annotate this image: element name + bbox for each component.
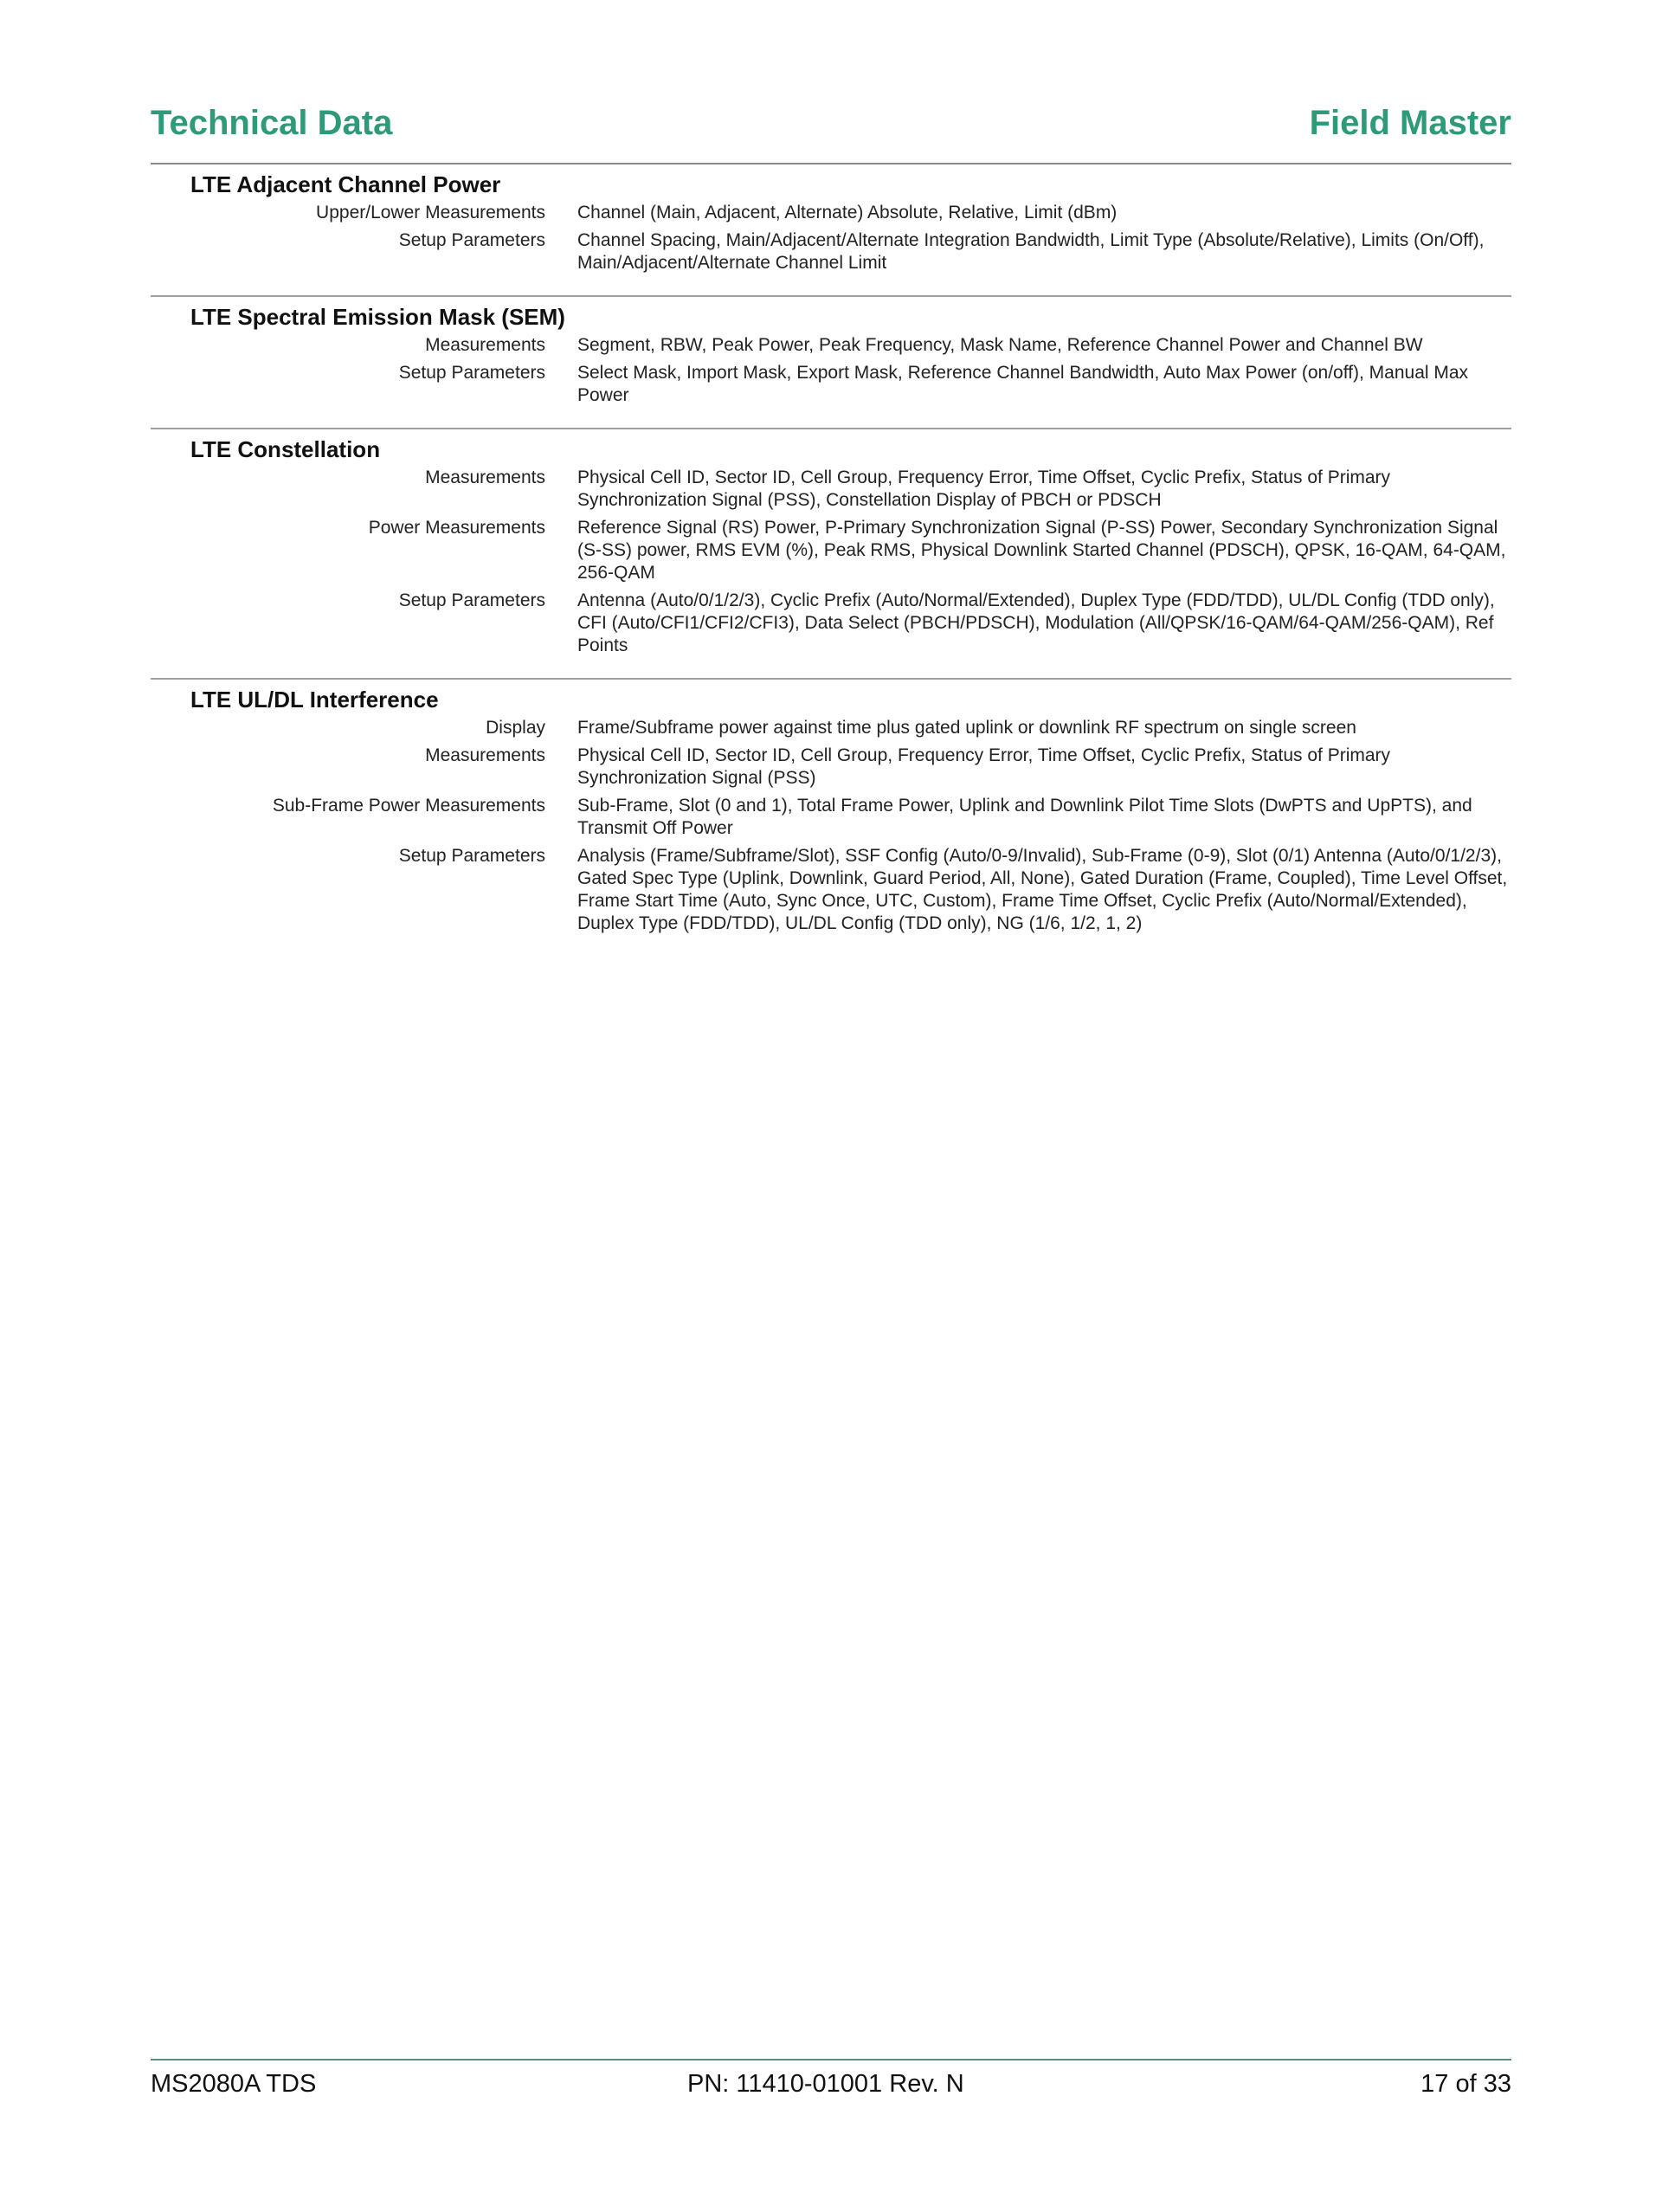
spec-value: Reference Signal (RS) Power, P-Primary Synchronization Signal (P-SS) Power, Secondary Synchronization Signal (S-SS) power, RMS EVM (%), Peak RMS, Physical Downlink Started Channel (PDSCH), QPSK, 16-QAM, 64-QAM, 256-QAM <box>577 518 1506 584</box>
spec-row <box>151 229 1511 274</box>
section-lte-constellation <box>151 429 1511 680</box>
spec-content <box>151 164 1511 956</box>
section-title: LTE Adjacent Channel Power <box>190 171 501 197</box>
spec-value: Channel (Main, Adjacent, Alternate) Absolute, Relative, Limit (dBm) <box>577 203 1118 223</box>
spec-row <box>151 745 1511 790</box>
spec-row <box>151 202 1511 224</box>
part-number: PN: 11410-01001 Rev. N <box>687 2070 964 2098</box>
spec-label: Setup Parameters <box>398 846 545 867</box>
spec-label: Measurements <box>425 745 545 766</box>
spec-row <box>151 362 1511 407</box>
spec-value: Analysis (Frame/Subframe/Slot), SSF Config (Auto/0-9/Invalid), Sub-Frame (0-9), Slot (0/1) Antenna (Auto/0/1/2/3), Gated Spec Type (Uplink, Downlink, Guard Period, All, None), Gated Duration (Frame, Coupled), Time Level Offset, Frame Start Time (Auto, Sync Once, UTC, Custom), Frame Time Offset, Cyclic Prefix (Auto/Normal/Extended), Duplex Type (FDD/TDD), UL/DL Config (TDD only), NG (1/6, 1/2, 1, 2) <box>577 846 1508 934</box>
page-header <box>151 100 1511 164</box>
section-lte-spectral-emission-mask <box>151 297 1511 429</box>
spec-value: Antenna (Auto/0/1/2/3), Cyclic Prefix (Auto/Normal/Extended), Duplex Type (FDD/TDD), UL/DL Config (TDD only), CFI (Auto/CFI1/CFI2/CFI3), Data Select (PBCH/PDSCH), Modulation (All/QPSK/16-QAM/64-QAM/256-QAM), Ref Points <box>577 590 1495 656</box>
spec-value: Physical Cell ID, Sector ID, Cell Group, Frequency Error, Time Offset, Cyclic Prefix, Status of Primary Synchronization Signal (PSS) <box>577 745 1391 789</box>
spec-label: Setup Parameters <box>398 363 545 384</box>
spec-row <box>151 717 1511 739</box>
spec-label: Setup Parameters <box>398 590 545 611</box>
section-title: LTE UL/DL Interference <box>190 687 439 713</box>
spec-row <box>151 590 1511 657</box>
spec-value: Segment, RBW, Peak Power, Peak Frequency, Mask Name, Reference Channel Power and Channel BW <box>577 335 1423 356</box>
spec-value: Channel Spacing, Main/Adjacent/Alternate Integration Bandwidth, Limit Type (Absolute/Relative), Limits (On/Off), Main/Adjacent/Alternate Channel Limit <box>577 230 1485 274</box>
document-id: MS2080A TDS <box>151 2070 317 2098</box>
section-title: LTE Spectral Emission Mask (SEM) <box>190 304 565 331</box>
spec-row <box>151 517 1511 584</box>
spec-row <box>151 467 1511 512</box>
spec-label: Setup Parameters <box>398 230 545 251</box>
spec-label: Display <box>486 718 545 738</box>
spec-label: Measurements <box>425 335 545 356</box>
spec-value: Sub-Frame, Slot (0 and 1), Total Frame Power, Uplink and Downlink Pilot Time Slots (DwPTS and UpPTS), and Transmit Off Power <box>577 796 1472 839</box>
product-title: Field Master <box>1309 104 1511 142</box>
spec-value: Select Mask, Import Mask, Export Mask, Reference Channel Bandwidth, Auto Max Power (on/off), Manual Max Power <box>577 363 1469 406</box>
spec-label: Upper/Lower Measurements <box>316 203 545 223</box>
document-title: Technical Data <box>151 104 393 142</box>
spec-label: Measurements <box>425 468 545 488</box>
spec-value: Frame/Subframe power against time plus gated uplink or downlink RF spectrum on single screen <box>577 718 1356 738</box>
section-title: LTE Constellation <box>190 436 381 463</box>
spec-row <box>151 334 1511 357</box>
spec-label: Sub-Frame Power Measurements <box>272 796 545 816</box>
page-footer <box>151 2059 1511 2104</box>
spec-row <box>151 845 1511 935</box>
section-lte-ul-dl-interference <box>151 680 1511 956</box>
section-lte-adjacent-channel-power <box>151 164 1511 297</box>
spec-value: Physical Cell ID, Sector ID, Cell Group, Frequency Error, Time Offset, Cyclic Prefix, Status of Primary Synchronization Signal (PSS), Constellation Display of PBCH or PDSCH <box>577 468 1391 511</box>
page-number: 17 of 33 <box>1420 2070 1511 2098</box>
spec-row <box>151 795 1511 840</box>
spec-label: Power Measurements <box>368 518 545 538</box>
